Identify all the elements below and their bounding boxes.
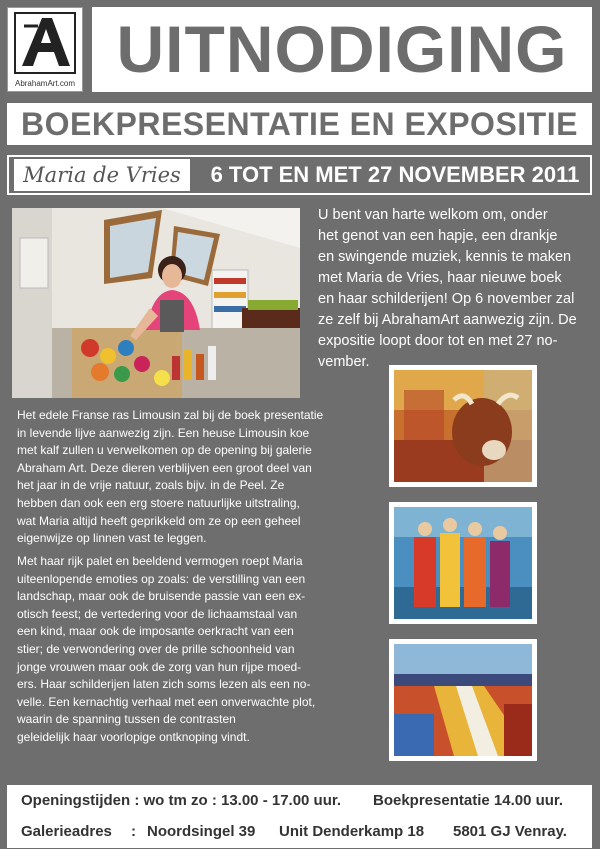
- painting-landscape: [389, 639, 537, 761]
- paragraph-line: velle. Een kernachtig verhaal met een onverwachte plot,: [17, 694, 316, 709]
- intro-line: expositie loopt door tot en met 27 no-: [318, 333, 558, 349]
- paragraph-line: uiteenlopende emoties op zoals: de verstilling van een: [17, 571, 306, 586]
- intro-line: ze zelf bij AbrahamArt aanwezig zijn. De: [318, 312, 577, 328]
- intro-line: het genot van een hapje, een drankje: [318, 228, 558, 244]
- title-banner: [92, 7, 592, 92]
- paragraph-line: wat Maria altijd heeft geprikkeld om ze op een geheel: [17, 513, 301, 528]
- paragraph-line: met kalf zullen u verwelkomen op de opening bij galerie: [17, 443, 312, 458]
- paragraph-line: waarin de spanning tussen de contrasten: [17, 712, 236, 727]
- paragraph-line: geleidelijk haar voorlopige ontknoping vindt.: [17, 729, 250, 744]
- paragraph-line: stier; de verwondering over de prille schoonheid van: [17, 641, 295, 656]
- intro-text: [318, 205, 596, 373]
- paragraph-line: Het edele Franse ras Limousin zal bij de boek presentatie: [17, 408, 324, 422]
- address-colon: :: [131, 823, 136, 840]
- paragraph-line: Met haar rijk palet en beeldend vermogen roept Maria: [17, 554, 303, 568]
- body-paragraph-palette: [17, 553, 362, 747]
- paragraph-line: ers. Haar schilderijen laten zich soms lezen als een no-: [17, 677, 311, 692]
- paragraph-line: landschap, maar ook de bruisende passie van een ex-: [17, 589, 306, 604]
- painting-women: [389, 502, 537, 624]
- paragraph-line: hebben dan ook een erg stoere natuurlijke uitstraling,: [17, 495, 300, 510]
- intro-line: met Maria de Vries, haar nieuwe boek: [318, 270, 562, 286]
- opening-hours-bar: [7, 785, 592, 817]
- intro-line: en haar schilderijen! Op 6 november zal: [318, 291, 575, 307]
- artist-name-box: [14, 159, 190, 191]
- artist-name: Maria de Vries: [23, 163, 181, 187]
- opening-hours: Openingstijden : wo tm zo : 13.00 - 17.00 uur.: [21, 792, 342, 809]
- paragraph-line: otisch feest; de vertedering voor de lichaamstaal van: [17, 606, 298, 621]
- paragraph-line: een kind, maar ook de imposante oerkracht van een: [17, 624, 294, 639]
- paragraph-line: eigenwijze op linnen vast te leggen.: [17, 531, 207, 546]
- address-unit: Unit Denderkamp 18: [279, 823, 425, 840]
- page-title: UITNODIGING: [116, 12, 568, 86]
- subtitle-banner: [7, 103, 592, 145]
- gallery-address-bar: [7, 816, 592, 848]
- paragraph-line: Abraham Art. Deze dieren verblijven een groot deel van: [17, 460, 312, 475]
- page-subtitle: BOEKPRESENTATIE EN EXPOSITIE: [21, 106, 578, 142]
- intro-line: U bent van harte welkom om, onder: [318, 207, 548, 223]
- intro-line: en swingende muziek, kennis te maken: [318, 249, 572, 265]
- body-paragraph-limousin: [17, 407, 377, 548]
- book-presentation-time: Boekpresentatie 14.00 uur.: [373, 792, 564, 809]
- paragraph-line: jonge vrouwen maar ook de zorg van hun rijpe moed-: [17, 659, 302, 674]
- logo-mark-icon: [14, 12, 76, 74]
- address-label: Galerieadres: [21, 823, 112, 840]
- intro-line: vember.: [318, 354, 370, 370]
- logo-brand-text: AbrahamArt.com: [14, 79, 76, 88]
- logo: [7, 7, 83, 92]
- studio-photo: [12, 208, 300, 398]
- paragraph-line: in levende lijve aanwezig zijn. Een heuse Limousin koe: [17, 425, 310, 440]
- address-city: 5801 GJ Venray.: [453, 823, 567, 840]
- exhibition-dates: 6 TOT EN MET 27 NOVEMBER 2011: [210, 162, 580, 187]
- paragraph-line: het jaar in de vrije natuur, zoals bijv. in de Peel. Ze: [17, 478, 285, 493]
- painting-bull: [389, 365, 537, 487]
- address-street: Noordsingel 39: [147, 823, 256, 840]
